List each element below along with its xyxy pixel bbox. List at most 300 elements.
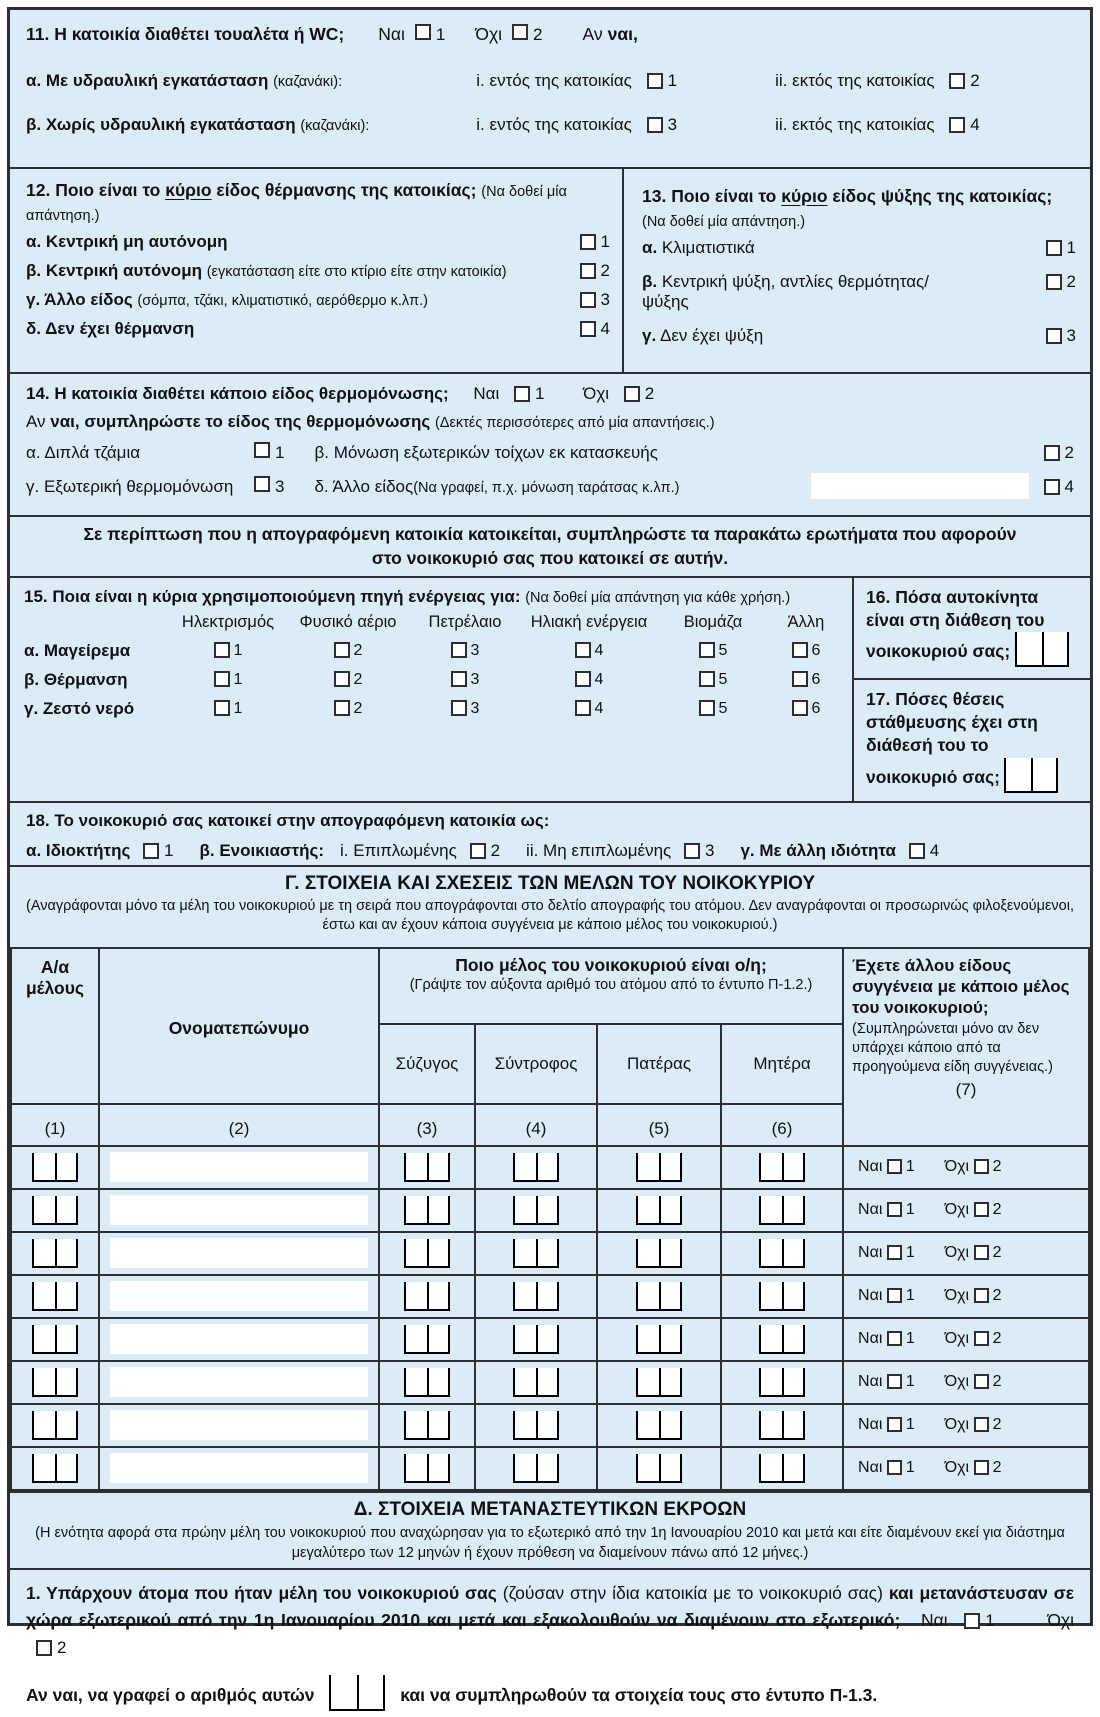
member-row-7 — [11, 1404, 1089, 1447]
questions-15-16-17 — [10, 576, 1090, 800]
member3-no-checkbox[interactable] — [974, 1245, 989, 1260]
q14-opt-b-label: β. Μόνωση εξωτερικών τοίχων εκ κατασκευής — [314, 443, 658, 462]
member4-number-box[interactable] — [32, 1282, 78, 1311]
q11-no-label: Όχι — [475, 24, 503, 44]
member6-number-box[interactable] — [32, 1368, 78, 1397]
member5-father-box[interactable] — [636, 1325, 682, 1354]
q12-opt-b-number: 2 — [600, 261, 610, 281]
member8-no-checkbox[interactable] — [974, 1460, 989, 1475]
member-row-5 — [11, 1318, 1089, 1361]
q15-row-heating: β. Θέρμανση — [24, 670, 128, 690]
q11-b-opt-i-number: 3 — [667, 115, 678, 134]
member7-spouse-box[interactable] — [404, 1411, 450, 1440]
q15-num: 5 — [718, 642, 728, 660]
q13-opt-b-number: 2 — [1066, 272, 1076, 292]
member4-yes-checkbox[interactable] — [887, 1288, 902, 1303]
q14-no-label: Όχι — [583, 384, 610, 403]
q14-sub-pre: Αν — [26, 412, 46, 431]
q14-yes-checkbox[interactable] — [514, 386, 530, 402]
col5-num: (5) — [597, 1104, 721, 1146]
member3-father-box[interactable] — [636, 1239, 682, 1268]
member2-no-checkbox[interactable] — [974, 1202, 989, 1217]
relation-group-title: Ποιο μέλος του νοικοκυριού είναι ο/η; — [455, 954, 767, 975]
no-number: 2 — [992, 1244, 1002, 1262]
member2-mother-box[interactable] — [759, 1196, 805, 1225]
q18-owner-number: 1 — [164, 840, 174, 860]
q11-yes-number: 1 — [435, 25, 446, 44]
member3-mother-box[interactable] — [759, 1239, 805, 1268]
notice-line1: Σε περίπτωση που η απογραφόμενη κατοικία κατοικείται, συμπληρώστε τα παρακάτω ερωτήματα που αφορούν — [83, 524, 1017, 544]
question-15-energy — [10, 578, 854, 800]
member5-yes-checkbox[interactable] — [887, 1331, 902, 1346]
q14-yes-number: 1 — [534, 384, 545, 403]
member8-partner-box[interactable] — [513, 1454, 559, 1483]
no-number: 2 — [992, 1416, 1002, 1434]
yes-label: Ναι — [858, 1330, 883, 1348]
no-label: Όχι — [944, 1373, 970, 1391]
no-number: 2 — [992, 1330, 1002, 1348]
q15-heating-cb-3[interactable] — [451, 671, 467, 687]
member4-spouse-box[interactable] — [404, 1282, 450, 1311]
q11-b-opt-ii-label: ii. εκτός της κατοικίας — [775, 115, 935, 134]
yes-number: 1 — [905, 1330, 915, 1348]
member5-mother-box[interactable] — [759, 1325, 805, 1354]
member7-no-checkbox[interactable] — [974, 1417, 989, 1432]
member6-yes-checkbox[interactable] — [887, 1374, 902, 1389]
col-member-number-header — [11, 948, 99, 1104]
no-label: Όχι — [944, 1244, 970, 1262]
q15-cooking-cb-6[interactable] — [792, 642, 808, 658]
qm1-seg1: 1. Υπάρχουν άτομα που ήταν μέλη του νοικοκυριού σας — [26, 1582, 503, 1603]
yes-number: 1 — [905, 1244, 915, 1262]
q13-opt-a-number: 1 — [1066, 238, 1076, 258]
member3-spouse-box[interactable] — [404, 1239, 450, 1268]
questions-12-13 — [10, 167, 1090, 372]
q15-col-solar: Ηλιακή ενέργεια — [530, 613, 648, 632]
q11-yes-label: Ναι — [378, 24, 405, 44]
qm1-no-label: Όχι — [1047, 1609, 1074, 1630]
q15-num: 6 — [811, 671, 821, 689]
q15-num: 3 — [470, 671, 480, 689]
q11-b-opt-ii-number: 4 — [970, 115, 980, 134]
q12-opt-b-note: (εγκατάσταση είτε στο κτίριο είτε στην κατοικία) — [206, 264, 507, 281]
q15-heating-cb-5[interactable] — [699, 671, 715, 687]
q18-other-checkbox[interactable] — [909, 843, 925, 859]
q15-num: 5 — [718, 700, 728, 718]
q11-no-number: 2 — [533, 25, 543, 44]
qm1-no-number: 2 — [57, 1638, 67, 1657]
q15-num: 3 — [470, 700, 480, 718]
member8-father-box[interactable] — [636, 1454, 682, 1483]
question-13-cooling — [624, 169, 1090, 372]
q13-opt-a-letter: α. — [642, 238, 658, 258]
q12-opt-c-checkbox[interactable] — [580, 292, 596, 308]
q15-title-note: (Να δοθεί μία απάντηση για κάθε χρήση.) — [525, 590, 791, 607]
member6-no-checkbox[interactable] — [974, 1374, 989, 1389]
member8-number-box[interactable] — [32, 1454, 78, 1483]
q14-opt-c-label: γ. Εξωτερική θερμομόνωση — [26, 477, 234, 496]
migration-question-1 — [10, 1568, 1090, 1717]
col7-number: (7) — [955, 1079, 977, 1099]
q15-title: 15. Ποια είναι η κύρια χρησιμοποιούμενη πηγή ενέργειας για: — [24, 587, 526, 607]
q14-opt-d-label: δ. Άλλο είδος — [314, 477, 414, 496]
q15-num: 4 — [594, 700, 604, 718]
q15-heating-cb-1[interactable] — [214, 671, 230, 687]
qm1-seg2: (ζούσαν στην ίδια κατοικία με το νοικοκυριό σας) — [502, 1582, 889, 1603]
member2-yes-checkbox[interactable] — [887, 1202, 902, 1217]
member2-name-input[interactable] — [110, 1195, 368, 1225]
yes-number: 1 — [905, 1158, 915, 1176]
q18-furnished-checkbox[interactable] — [470, 843, 486, 859]
q14-sub-note: (Δεκτές περισσότερες από μία απαντήσεις.) — [434, 415, 715, 431]
no-label: Όχι — [944, 1459, 970, 1477]
q12-opt-d-number: 4 — [600, 319, 610, 339]
q15-col-oil: Πετρέλαιο — [428, 613, 502, 632]
q11-ifyes-label: ναι, — [607, 24, 638, 44]
occupied-dwelling-notice — [10, 515, 1090, 576]
member2-spouse-box[interactable] — [404, 1196, 450, 1225]
yes-number: 1 — [905, 1373, 915, 1391]
qm1-yes-checkbox[interactable] — [964, 1613, 980, 1629]
q14-opt-a-checkbox[interactable] — [254, 442, 270, 458]
qm1-seg3: και μετανάστευσαν σε χώρα εξωτερικού από την 1η Ιανουαρίου 2010 και μετά και εξακολουθούν να διαμένουν στο εξωτερικό; — [26, 1582, 1074, 1630]
member2-partner-box[interactable] — [513, 1196, 559, 1225]
household-members-table — [10, 947, 1090, 1491]
q13-title-pre: 13. Ποιο είναι το — [642, 186, 782, 206]
q11-ifyes-pre: Αν — [582, 24, 603, 44]
q15-hotwater-cb-6[interactable] — [792, 700, 808, 716]
q13-title-underlined: κύριο — [781, 186, 828, 206]
question-11-toilet — [10, 10, 1090, 167]
q18-other-number: 4 — [929, 840, 940, 860]
no-number: 2 — [992, 1287, 1002, 1305]
member5-partner-box[interactable] — [513, 1325, 559, 1354]
other-relation-note: (Συμπληρώνεται μόνο αν δεν υπάρχει κάποιο από τα προηγούμενα είδη συγγένειας.) — [852, 1021, 1054, 1075]
q15-hotwater-cb-3[interactable] — [451, 700, 467, 716]
q18-other-label: γ. Με άλλη ιδιότητα — [740, 840, 896, 860]
q15-num: 4 — [594, 671, 604, 689]
q13-opt-c-label: Δεν έχει ψύξη — [659, 326, 764, 346]
q14-opt-d-checkbox[interactable] — [1044, 479, 1060, 495]
member1-spouse-box[interactable] — [404, 1153, 450, 1182]
q13-title-post: είδος ψύξης της κατοικίας; — [827, 186, 1053, 206]
q12-opt-b-label: β. Κεντρική αυτόνομη — [26, 261, 207, 281]
questions-16-17-column — [854, 578, 1090, 800]
col-fullname-header: Ονοματεπώνυμο — [99, 948, 379, 1104]
question-18-tenure — [10, 801, 1090, 865]
member6-partner-box[interactable] — [513, 1368, 559, 1397]
no-label: Όχι — [944, 1287, 970, 1305]
yes-number: 1 — [905, 1201, 915, 1219]
q15-num: 1 — [233, 700, 243, 718]
member5-number-box[interactable] — [32, 1325, 78, 1354]
q13-opt-c-letter: γ. — [642, 326, 657, 346]
q14-opt-b-checkbox[interactable] — [1044, 445, 1060, 461]
q15-heating-cb-6[interactable] — [792, 671, 808, 687]
member7-number-box[interactable] — [32, 1411, 78, 1440]
col2-num: (2) — [99, 1104, 379, 1146]
member4-father-box[interactable] — [636, 1282, 682, 1311]
q14-opt-b-number: 2 — [1064, 443, 1074, 462]
member8-yes-checkbox[interactable] — [887, 1460, 902, 1475]
member3-name-input[interactable] — [110, 1238, 368, 1268]
q11-no-checkbox[interactable] — [512, 24, 528, 40]
yes-label: Ναι — [858, 1201, 883, 1219]
yes-label: Ναι — [858, 1244, 883, 1262]
q13-opt-a-checkbox[interactable] — [1046, 240, 1062, 256]
q11-a-opt-i-number: 1 — [667, 71, 678, 90]
q18-unfurnished-label: ii. Μη επιπλωμένης — [526, 840, 672, 860]
no-number: 2 — [992, 1201, 1002, 1219]
q14-opt-d-note: (Να γραφεί, π.χ. μόνωση ταράτσας κ.λπ.) — [413, 480, 680, 496]
q15-num: 2 — [353, 642, 363, 660]
member-row-8 — [11, 1447, 1089, 1490]
q14-opt-c-checkbox[interactable] — [254, 476, 270, 492]
member4-partner-box[interactable] — [513, 1282, 559, 1311]
q13-opt-b-label: Κεντρική ψύξη, αντλίες θερμότητας/ψύξης — [642, 272, 929, 312]
q11-yes-checkbox[interactable] — [415, 24, 431, 40]
no-label: Όχι — [944, 1201, 970, 1219]
q15-cooking-cb-4[interactable] — [575, 642, 591, 658]
q15-col-natural-gas: Φυσικό αέριο — [299, 613, 397, 632]
section-c-header — [10, 865, 1090, 947]
q14-opt-c-number: 3 — [275, 477, 285, 496]
q15-num: 1 — [233, 671, 243, 689]
notice-line2: στο νοικοκυριό σας που κατοικεί σε αυτήν. — [371, 547, 729, 568]
member8-name-input[interactable] — [110, 1453, 368, 1483]
q15-num: 3 — [470, 642, 480, 660]
q13-opt-a-label: Κλιματιστικά — [661, 238, 755, 258]
q15-grid — [24, 613, 846, 719]
q11-b-label: β. Χωρίς υδραυλική εγκατάσταση — [26, 115, 296, 134]
q15-hotwater-cb-1[interactable] — [214, 700, 230, 716]
q18-owner-checkbox[interactable] — [143, 843, 159, 859]
col3-num: (3) — [379, 1104, 475, 1146]
member3-yes-checkbox[interactable] — [887, 1245, 902, 1260]
q12-opt-a-number: 1 — [600, 232, 610, 252]
q11-b-opt-i-checkbox[interactable] — [647, 117, 663, 133]
q15-heating-cb-4[interactable] — [575, 671, 591, 687]
q11-a-label: α. Με υδραυλική εγκατάσταση — [26, 71, 269, 90]
member6-father-box[interactable] — [636, 1368, 682, 1397]
member-row-4 — [11, 1275, 1089, 1318]
q17-title: 17. Πόσες θέσεις στάθμευσης έχει στη διάθεσή του το νοικοκυριό σας; — [866, 689, 1038, 787]
subheader-father: Πατέρας — [597, 1024, 721, 1104]
member7-yes-checkbox[interactable] — [887, 1417, 902, 1432]
member1-partner-box[interactable] — [513, 1153, 559, 1182]
q14-opt-d-number: 4 — [1064, 477, 1074, 496]
member4-name-input[interactable] — [110, 1281, 368, 1311]
col1-line2: μέλους — [25, 978, 85, 999]
q14-other-input[interactable] — [811, 473, 1029, 499]
other-relation-title: Έχετε άλλου είδους συγγένεια με κάποιο μέλος του νοικοκυριού; — [852, 955, 1070, 1018]
q11-row-a — [26, 71, 1074, 91]
q12-opt-c-label: γ. Άλλο είδος — [26, 290, 138, 310]
member7-mother-box[interactable] — [759, 1411, 805, 1440]
member5-no-checkbox[interactable] — [974, 1331, 989, 1346]
q15-hotwater-cb-4[interactable] — [575, 700, 591, 716]
q16-title: 16. Πόσα αυτοκίνητα είναι στη διάθεση του νοικοκυριού σας; — [866, 587, 1045, 662]
q18-furnished-number: 2 — [490, 840, 501, 860]
member-row-3 — [11, 1232, 1089, 1275]
yes-label: Ναι — [858, 1416, 883, 1434]
q15-cooking-cb-2[interactable] — [334, 642, 350, 658]
member3-partner-box[interactable] — [513, 1239, 559, 1268]
relation-group-note: (Γράψτε τον αύξοντα αριθμό του ατόμου από το έντυπο Π-1.2.) — [409, 976, 813, 993]
member7-father-box[interactable] — [636, 1411, 682, 1440]
q11-row-b — [26, 115, 1074, 135]
member5-name-input[interactable] — [110, 1324, 368, 1354]
q13-opt-b-letter: β. — [642, 272, 658, 292]
q15-row-hot-water: γ. Ζεστό νερό — [24, 699, 135, 719]
q12-opt-a-checkbox[interactable] — [580, 234, 596, 250]
q12-opt-c-number: 3 — [600, 290, 610, 310]
q18-furnished-label: i. Επιπλωμένης — [340, 840, 457, 860]
section-d-header — [10, 1491, 1090, 1568]
qm1-count-box[interactable] — [329, 1675, 385, 1711]
q18-unfurnished-checkbox[interactable] — [684, 843, 700, 859]
qm1-no-checkbox[interactable] — [36, 1640, 52, 1656]
q18-tenant-label: β. Ενοικιαστής: — [199, 840, 324, 860]
section-c-note: (Αναγράφονται μόνο τα μέλη του νοικοκυριού με τη σειρά που απογράφονται στο δελτίο απογραφής του ατόμου. Δεν αναγράφονται οι προσωρινώς φιλοξενούμενοι, έστω και αν έχουν κάποια συγγένεια με κάποιο μέλος του νοικοκυριού.) — [26, 897, 1074, 934]
yes-number: 1 — [905, 1287, 915, 1305]
q15-hotwater-cb-2[interactable] — [334, 700, 350, 716]
subheader-partner: Σύντροφος — [475, 1024, 597, 1104]
q13-opt-b-checkbox[interactable] — [1046, 274, 1062, 290]
q16-digit-box[interactable] — [1015, 632, 1069, 667]
section-d-heading: Δ. ΣΤΟΙΧΕΙΑ ΜΕΤΑΝΑΣΤΕΥΤΙΚΩΝ ΕΚΡΟΩΝ — [353, 1498, 747, 1520]
member7-partner-box[interactable] — [513, 1411, 559, 1440]
question-17-parking — [854, 680, 1090, 800]
q15-hotwater-cb-5[interactable] — [699, 700, 715, 716]
member4-mother-box[interactable] — [759, 1282, 805, 1311]
question-14-insulation — [10, 372, 1090, 515]
no-number: 2 — [992, 1158, 1002, 1176]
q18-unfurnished-number: 3 — [704, 840, 715, 860]
yes-label: Ναι — [858, 1287, 883, 1305]
no-label: Όχι — [944, 1330, 970, 1348]
member-row-2 — [11, 1189, 1089, 1232]
member3-number-box[interactable] — [32, 1239, 78, 1268]
no-label: Όχι — [944, 1416, 970, 1434]
q15-heating-cb-2[interactable] — [334, 671, 350, 687]
section-c-heading: Γ. ΣΤΟΙΧΕΙΑ ΚΑΙ ΣΧΕΣΕΙΣ ΤΩΝ ΜΕΛΩΝ ΤΟΥ ΝΟΙΚΟΚΥΡΙΟΥ — [284, 872, 816, 894]
yes-label: Ναι — [858, 1158, 883, 1176]
q11-b-opt-i-label: i. εντός της κατοικίας — [476, 115, 632, 134]
q17-digit-box[interactable] — [1004, 758, 1058, 793]
qm1-count-suffix: και να συμπληρωθούν τα στοιχεία τους στο έντυπο Π-1.3. — [400, 1685, 878, 1706]
no-number: 2 — [992, 1459, 1002, 1477]
q11-b-note: (καζανάκι): — [300, 118, 370, 134]
member1-no-checkbox[interactable] — [974, 1159, 989, 1174]
member1-yes-checkbox[interactable] — [887, 1159, 902, 1174]
q14-opt-a-label: α. Διπλά τζάμια — [26, 443, 141, 462]
q15-num: 6 — [811, 700, 821, 718]
q15-num: 2 — [353, 671, 363, 689]
member6-name-input[interactable] — [110, 1367, 368, 1397]
q14-yes-label: Ναι — [473, 384, 500, 403]
q12-opt-b-checkbox[interactable] — [580, 263, 596, 279]
col-other-relation-header — [843, 948, 1089, 1146]
member2-father-box[interactable] — [636, 1196, 682, 1225]
member2-number-box[interactable] — [32, 1196, 78, 1225]
member1-father-box[interactable] — [636, 1153, 682, 1182]
member1-mother-box[interactable] — [759, 1153, 805, 1182]
col1-line1: Α/α — [40, 956, 70, 977]
col1-num: (1) — [11, 1104, 99, 1146]
member1-name-input[interactable] — [110, 1152, 368, 1182]
q14-title: 14. Η κατοικία διαθέτει κάποιο είδος θερμομόνωσης; — [26, 384, 449, 403]
member-row-1 — [11, 1146, 1089, 1189]
q18-title: 18. Το νοικοκυριό σας κατοικεί στην απογραφόμενη κατοικία ως: — [26, 810, 550, 830]
q12-opt-d-label: δ. Δεν έχει θέρμανση — [26, 319, 195, 339]
question-12-heating — [10, 169, 624, 372]
yes-number: 1 — [905, 1416, 915, 1434]
q11-a-note: (καζανάκι): — [273, 74, 343, 90]
member5-spouse-box[interactable] — [404, 1325, 450, 1354]
col4-num: (4) — [475, 1104, 597, 1146]
census-form-page — [7, 7, 1093, 1706]
q11-a-opt-ii-label: ii. εκτός της κατοικίας — [775, 71, 935, 90]
q13-title-note: (Να δοθεί μία απάντηση.) — [642, 213, 806, 230]
q15-col-biomass: Βιομάζα — [683, 613, 743, 632]
question-16-cars — [854, 578, 1090, 680]
q13-opt-c-number: 3 — [1066, 326, 1076, 346]
no-number: 2 — [992, 1373, 1002, 1391]
subheader-spouse: Σύζυγος — [379, 1024, 475, 1104]
q12-title-pre: 12. Ποιο είναι το — [26, 180, 166, 200]
member-row-6 — [11, 1361, 1089, 1404]
q14-opt-a-number: 1 — [275, 443, 285, 462]
q18-owner-label: α. Ιδιοκτήτης — [26, 840, 131, 860]
q12-opt-d-checkbox[interactable] — [580, 321, 596, 337]
q15-cooking-cb-3[interactable] — [451, 642, 467, 658]
qm1-yes-label: Ναι — [920, 1609, 948, 1630]
q15-num: 4 — [594, 642, 604, 660]
q13-opt-c-checkbox[interactable] — [1046, 328, 1062, 344]
q11-a-opt-ii-checkbox[interactable] — [949, 73, 965, 89]
q15-num: 2 — [353, 700, 363, 718]
member6-mother-box[interactable] — [759, 1368, 805, 1397]
q12-title-post: είδος θέρμανσης της κατοικίας; — [211, 180, 482, 200]
q11-a-opt-i-checkbox[interactable] — [647, 73, 663, 89]
yes-label: Ναι — [858, 1373, 883, 1391]
member6-spouse-box[interactable] — [404, 1368, 450, 1397]
subheader-mother: Μητέρα — [721, 1024, 843, 1104]
q12-opt-c-note: (σόμπα, τζάκι, κλιματιστικό, αερόθερμο κ.λπ.) — [137, 293, 428, 310]
q15-col-electricity: Ηλεκτρισμός — [181, 613, 275, 632]
no-label: Όχι — [944, 1158, 970, 1176]
member4-no-checkbox[interactable] — [974, 1288, 989, 1303]
member8-mother-box[interactable] — [759, 1454, 805, 1483]
col-relation-group-header — [379, 948, 843, 1024]
q15-cooking-cb-5[interactable] — [699, 642, 715, 658]
q11-b-opt-ii-checkbox[interactable] — [949, 117, 965, 133]
q14-no-checkbox[interactable] — [624, 386, 640, 402]
q14-no-number: 2 — [644, 384, 655, 403]
qm1-yes-number: 1 — [985, 1610, 995, 1630]
q15-num: 6 — [811, 642, 821, 660]
section-d-note: (Η ενότητα αφορά στα πρώην μέλη του νοικοκυριού που αναχώρησαν για το εξωτερικό από την 1η Ιανουαρίου 2010 και μετά και είτε διαμένουν εκεί για διάστημα μεγαλύτερο των 12 μηνών ή έχουν πρόθεση να διαμείνουν πάνω από 12 μήνες.) — [35, 1524, 1065, 1561]
member7-name-input[interactable] — [110, 1410, 368, 1440]
q12-title-note: (Να δοθεί μία απάντηση.) — [26, 184, 567, 224]
member8-spouse-box[interactable] — [404, 1454, 450, 1483]
member1-number-box[interactable] — [32, 1153, 78, 1182]
q15-cooking-cb-1[interactable] — [214, 642, 230, 658]
yes-label: Ναι — [858, 1459, 883, 1477]
q11-a-opt-i-label: i. εντός της κατοικίας — [476, 71, 632, 90]
q11-title: 11. Η κατοικία διαθέτει τουαλέτα ή WC; — [26, 24, 345, 44]
